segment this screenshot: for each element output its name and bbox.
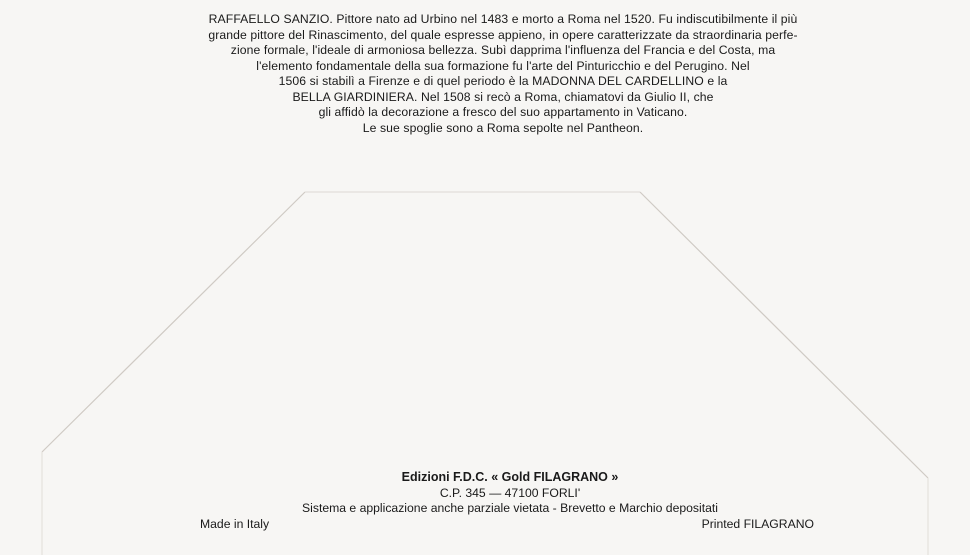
biography-line: 1506 si stabilì a Firenze e di quel periodo è la MADONNA DEL CARDELLINO e la [278,74,728,88]
right-flap-fold [640,192,928,478]
printed-by-label: Printed FILAGRANO [701,516,814,531]
biography-line: grande pittore del Rinascimento, del quale espresse appieno, in opere caratterizzate da straordinaria perfe- [208,27,798,42]
rights-notice: Sistema e applicazione anche parziale vietata - Brevetto e Marchio depositati [302,501,718,515]
biography-line: l'elemento fondamentale della sua formazione fu l'arte del Pinturicchio e del Perugino. Nel [256,58,750,73]
publisher-address: C.P. 345 — 47100 FORLI' [439,485,581,500]
publisher-imprint [190,470,830,532]
biography-line: RAFFAELLO SANZIO. Pittore nato ad Urbino nel 1483 e morto a Roma nel 1520. Fu indiscutibilmente il più [208,12,798,26]
left-flap-fold [42,192,305,452]
biography-line: BELLA GIARDINIERA. Nel 1508 si recò a Roma, chiamatovi da Giulio II, che [292,89,714,104]
biography-line: gli affidò la decorazione a fresco del suo appartamento in Vaticano. [318,105,688,119]
made-in-label: Made in Italy [200,516,270,531]
biography-line: Le sue spoglie sono a Roma sepolte nel Pantheon. [362,120,644,135]
biography-text [118,12,888,136]
publisher-name: Edizioni F.D.C. « Gold FILAGRANO » [401,470,619,484]
biography-line: zione formale, l'ideale di armoniosa bellezza. Subì dapprima l'influenza del Francia e del Costa, ma [230,43,776,57]
imprint-footer-row [190,517,830,533]
